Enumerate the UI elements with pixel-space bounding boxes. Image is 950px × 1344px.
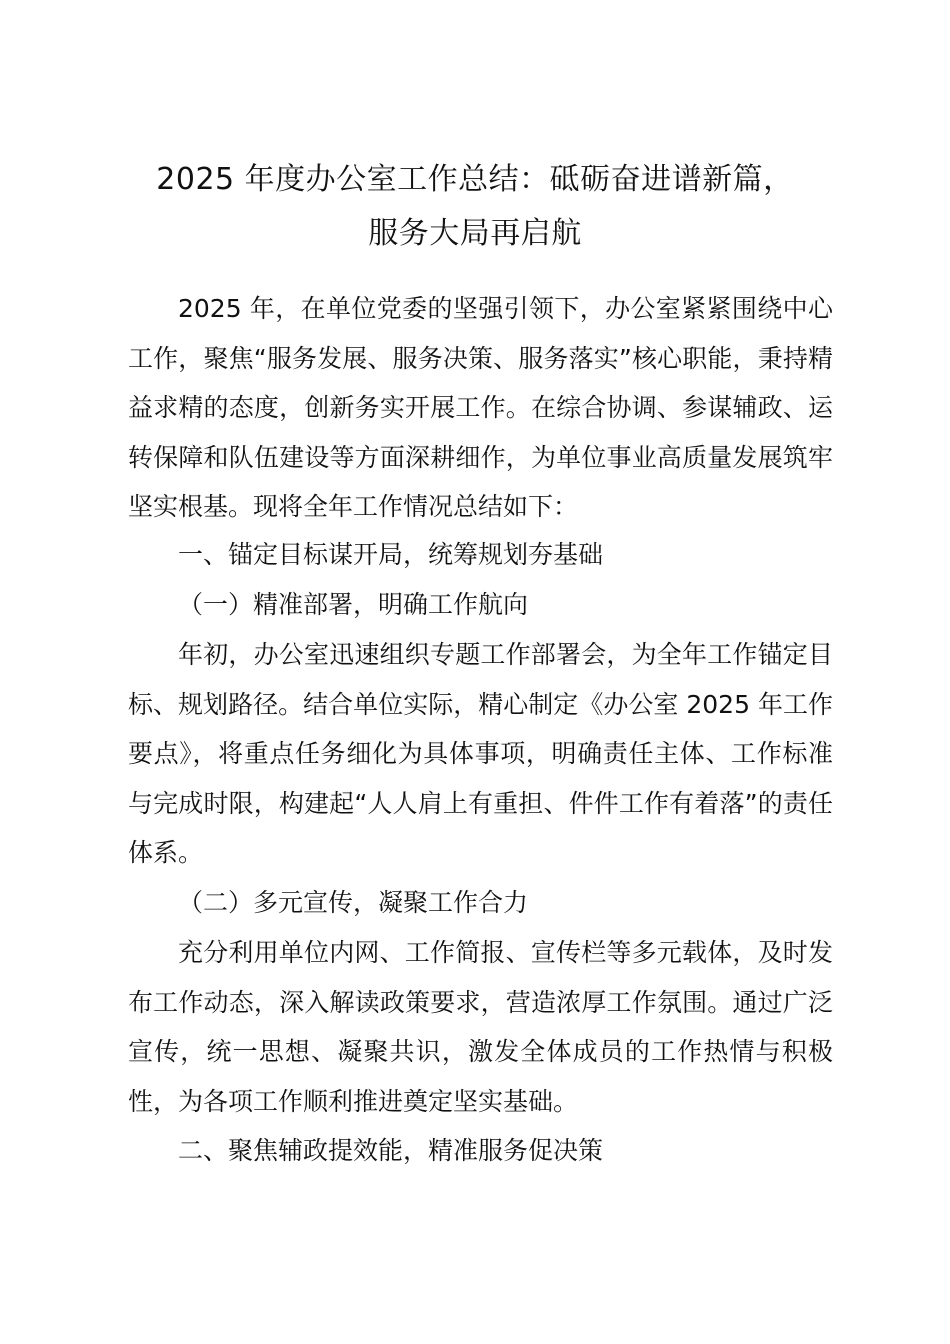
document-title-line1: 2025 年度办公室工作总结：砥砺奋进谱新篇， — [156, 162, 794, 197]
intro-paragraph: 2025 年，在单位党委的坚强引领下，办公室紧紧围绕中心工作，聚焦“服务发展、服务决策、服务落实”核心职能，秉持精益求精的态度，创新务实开展工作。在综合协调、参谋辅政、运转保障和队伍建设等方面深耕细作，为单位事业高质量发展筑牢坚实根基。现将全年工作情况总结如下： — [128, 294, 833, 521]
subsection-1-body: 年初，办公室迅速组织专题工作部署会，为全年工作锚定目标、规划路径。结合单位实际，精心制定《办公室 2025 年工作要点》，将重点任务细化为具体事项，明确责任主体、工作标准与完成时限，构建起“人人肩上有重担、件件工作有着落”的责任体系。 — [128, 640, 833, 867]
subsection-1-heading: （一）精准部署，明确工作航向 — [178, 590, 529, 619]
section-2-heading: 二、聚焦辅政提效能，精准服务促决策 — [178, 1136, 604, 1165]
section-1-heading: 一、锚定目标谋开局，统筹规划夯基础 — [178, 540, 604, 569]
subsection-2-body: 充分利用单位内网、工作简报、宣传栏等多元载体，及时发布工作动态，深入解读政策要求，营造浓厚工作氛围。通过广泛宣传，统一思想、凝聚共识，激发全体成员的工作热情与积极性，为各项工作顺利推进奠定坚实基础。 — [128, 938, 833, 1116]
subsection-2-heading: （二）多元宣传，凝聚工作合力 — [178, 888, 529, 917]
document-title-line2: 服务大局再启航 — [368, 216, 582, 251]
